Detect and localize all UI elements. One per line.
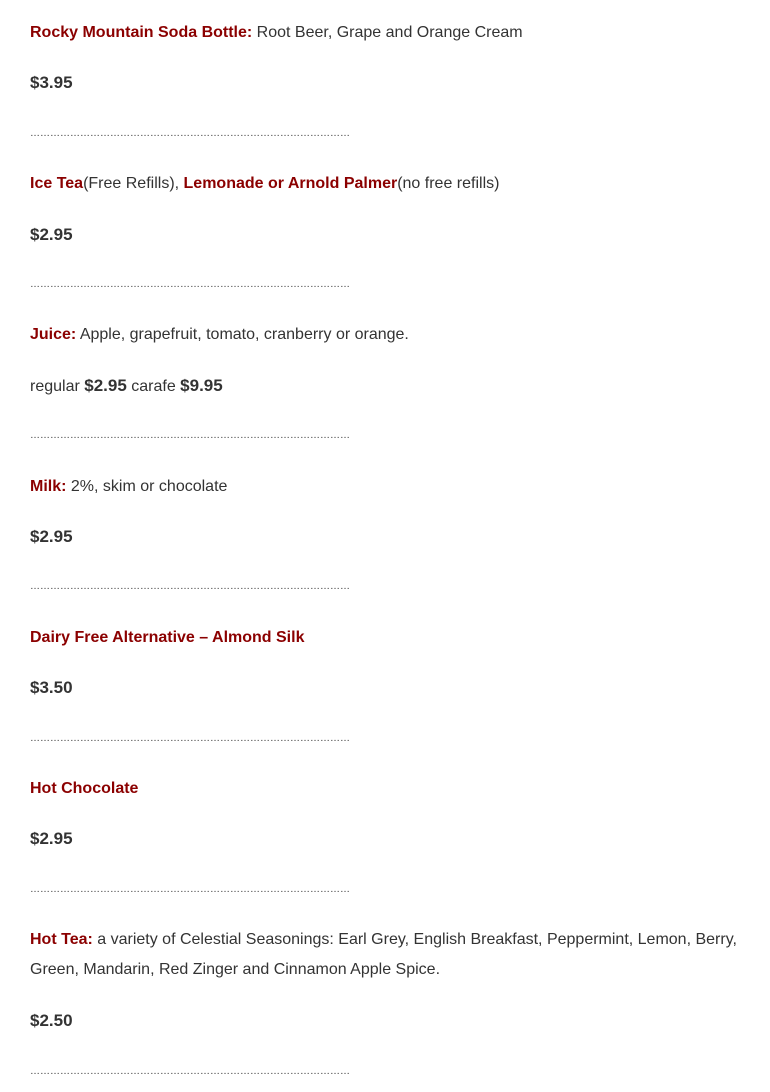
item-name: Hot Tea: xyxy=(30,931,93,948)
price-line xyxy=(30,371,742,401)
size-label-carafe: carafe xyxy=(126,378,181,395)
item-price-regular: $2.95 xyxy=(84,376,127,395)
item-price: $3.95 xyxy=(30,73,73,92)
menu-item-soda xyxy=(30,18,742,48)
item-description: a variety of Celestial Seasonings: Earl Grey, English Breakfast, Peppermint, Lemon, Berry, Green, Mandarin, Red Zinger and Cinnamon Apple Spice. xyxy=(30,931,737,978)
size-label-regular: regular xyxy=(30,378,85,395)
item-price: $3.50 xyxy=(30,678,73,697)
menu-item-hot-tea xyxy=(30,925,742,985)
item-price: $2.95 xyxy=(30,527,73,546)
item-description: (Free Refills), xyxy=(83,175,184,192)
item-description-secondary: (no free refills) xyxy=(397,175,500,192)
item-price: $2.50 xyxy=(30,1011,73,1030)
separator: …………………………………………………………………………………… xyxy=(30,733,350,744)
separator: …………………………………………………………………………………… xyxy=(30,581,350,592)
item-description: Apple, grapefruit, tomato, cranberry or orange. xyxy=(76,326,409,343)
price-line xyxy=(30,1006,742,1036)
separator: …………………………………………………………………………………… xyxy=(30,884,350,895)
price-line xyxy=(30,673,742,703)
item-name-secondary: Lemonade or Arnold Palmer xyxy=(183,175,398,192)
separator: …………………………………………………………………………………… xyxy=(30,430,350,441)
price-line xyxy=(30,522,742,552)
menu-item-almond-silk xyxy=(30,623,742,653)
price-line xyxy=(30,68,742,98)
item-description: 2%, skim or chocolate xyxy=(66,478,228,495)
item-name: Juice: xyxy=(30,326,77,343)
item-name: Rocky Mountain Soda Bottle: xyxy=(30,24,253,41)
item-name: Hot Chocolate xyxy=(30,780,139,797)
item-price-carafe: $9.95 xyxy=(180,376,223,395)
separator: …………………………………………………………………………………… xyxy=(30,279,350,290)
item-price: $2.95 xyxy=(30,829,73,848)
menu-item-hot-chocolate xyxy=(30,774,742,804)
item-price: $2.95 xyxy=(30,225,73,244)
menu-item-milk xyxy=(30,472,742,502)
item-name: Dairy Free Alternative – Almond Silk xyxy=(30,629,305,646)
item-name: Milk: xyxy=(30,478,67,495)
price-line xyxy=(30,220,742,250)
menu-item-juice xyxy=(30,320,742,350)
separator: …………………………………………………………………………………… xyxy=(30,128,350,139)
separator: …………………………………………………………………………………… xyxy=(30,1066,350,1077)
item-description: Root Beer, Grape and Orange Cream xyxy=(252,24,523,41)
menu-item-ice-tea xyxy=(30,169,742,199)
price-line xyxy=(30,824,742,854)
item-name: Ice Tea xyxy=(30,175,84,192)
